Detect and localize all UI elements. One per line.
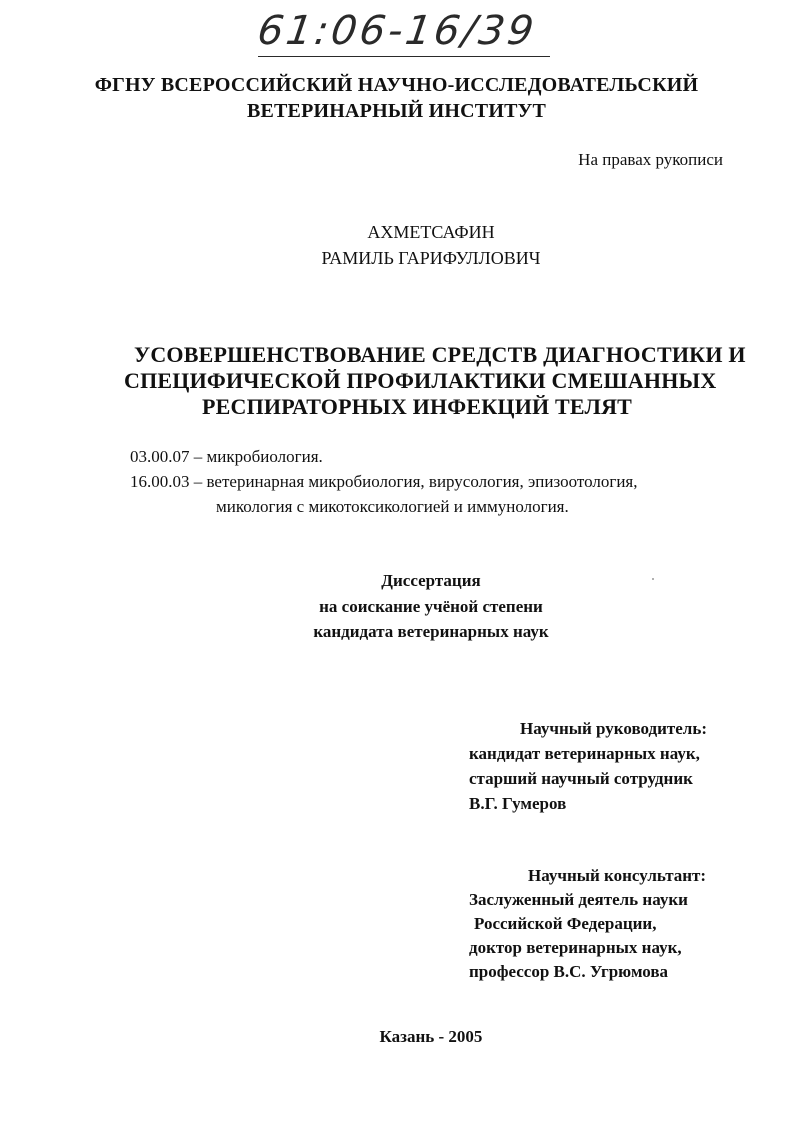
supervisor-position: старший научный сотрудник xyxy=(469,769,693,788)
consultant-degree: доктор ветеринарных наук, xyxy=(469,938,682,957)
consultant-heading: Научный консультант: xyxy=(528,866,707,885)
thesis-title-line-1: УСОВЕРШЕНСТВОВАНИЕ СРЕДСТВ ДИАГНОСТИКИ И xyxy=(134,342,746,367)
consultant-title: Заслуженный деятель науки xyxy=(469,890,688,909)
author-given-names: РАМИЛЬ ГАРИФУЛЛОВИЧ xyxy=(321,248,541,268)
specialty-line-3: микология с микотоксикологией и иммунология. xyxy=(216,497,569,516)
specialty-line-2: 16.00.03 – ветеринарная микробиология, вирусология, эпизоотология, xyxy=(130,472,638,491)
dissertation-label: Диссертация xyxy=(381,571,481,590)
place-and-year: Казань - 2005 xyxy=(379,1027,483,1046)
archive-number-handwritten: 61:06-16/39 xyxy=(254,8,540,54)
institution-line-1: ФГНУ ВСЕРОССИЙСКИЙ НАУЧНО-ИССЛЕДОВАТЕЛЬСКИЙ xyxy=(94,74,699,96)
manuscript-note: На правах рукописи xyxy=(578,150,723,169)
supervisor-name: В.Г. Гумеров xyxy=(469,794,567,813)
dissertation-degree-name: кандидата ветеринарных наук xyxy=(313,622,549,641)
archive-number-underline xyxy=(258,56,550,57)
supervisor-degree: кандидат ветеринарных наук, xyxy=(469,744,700,763)
dissertation-degree-line: на соискание учёной степени xyxy=(319,597,543,616)
consultant-country: Российской Федерации, xyxy=(474,914,657,933)
thesis-title-line-3: РЕСПИРАТОРНЫХ ИНФЕКЦИЙ ТЕЛЯТ xyxy=(202,394,633,419)
supervisor-heading: Научный руководитель: xyxy=(520,719,707,738)
scan-speck xyxy=(652,578,654,580)
author-surname: АХМЕТСАФИН xyxy=(367,222,495,242)
consultant-name: профессор В.С. Угрюмова xyxy=(469,962,669,981)
thesis-title-line-2: СПЕЦИФИЧЕСКОЙ ПРОФИЛАКТИКИ СМЕШАННЫХ xyxy=(124,368,717,393)
institution-line-2: ВЕТЕРИНАРНЫЙ ИНСТИТУТ xyxy=(246,100,547,122)
specialty-line-1: 03.00.07 – микробиология. xyxy=(130,447,323,466)
